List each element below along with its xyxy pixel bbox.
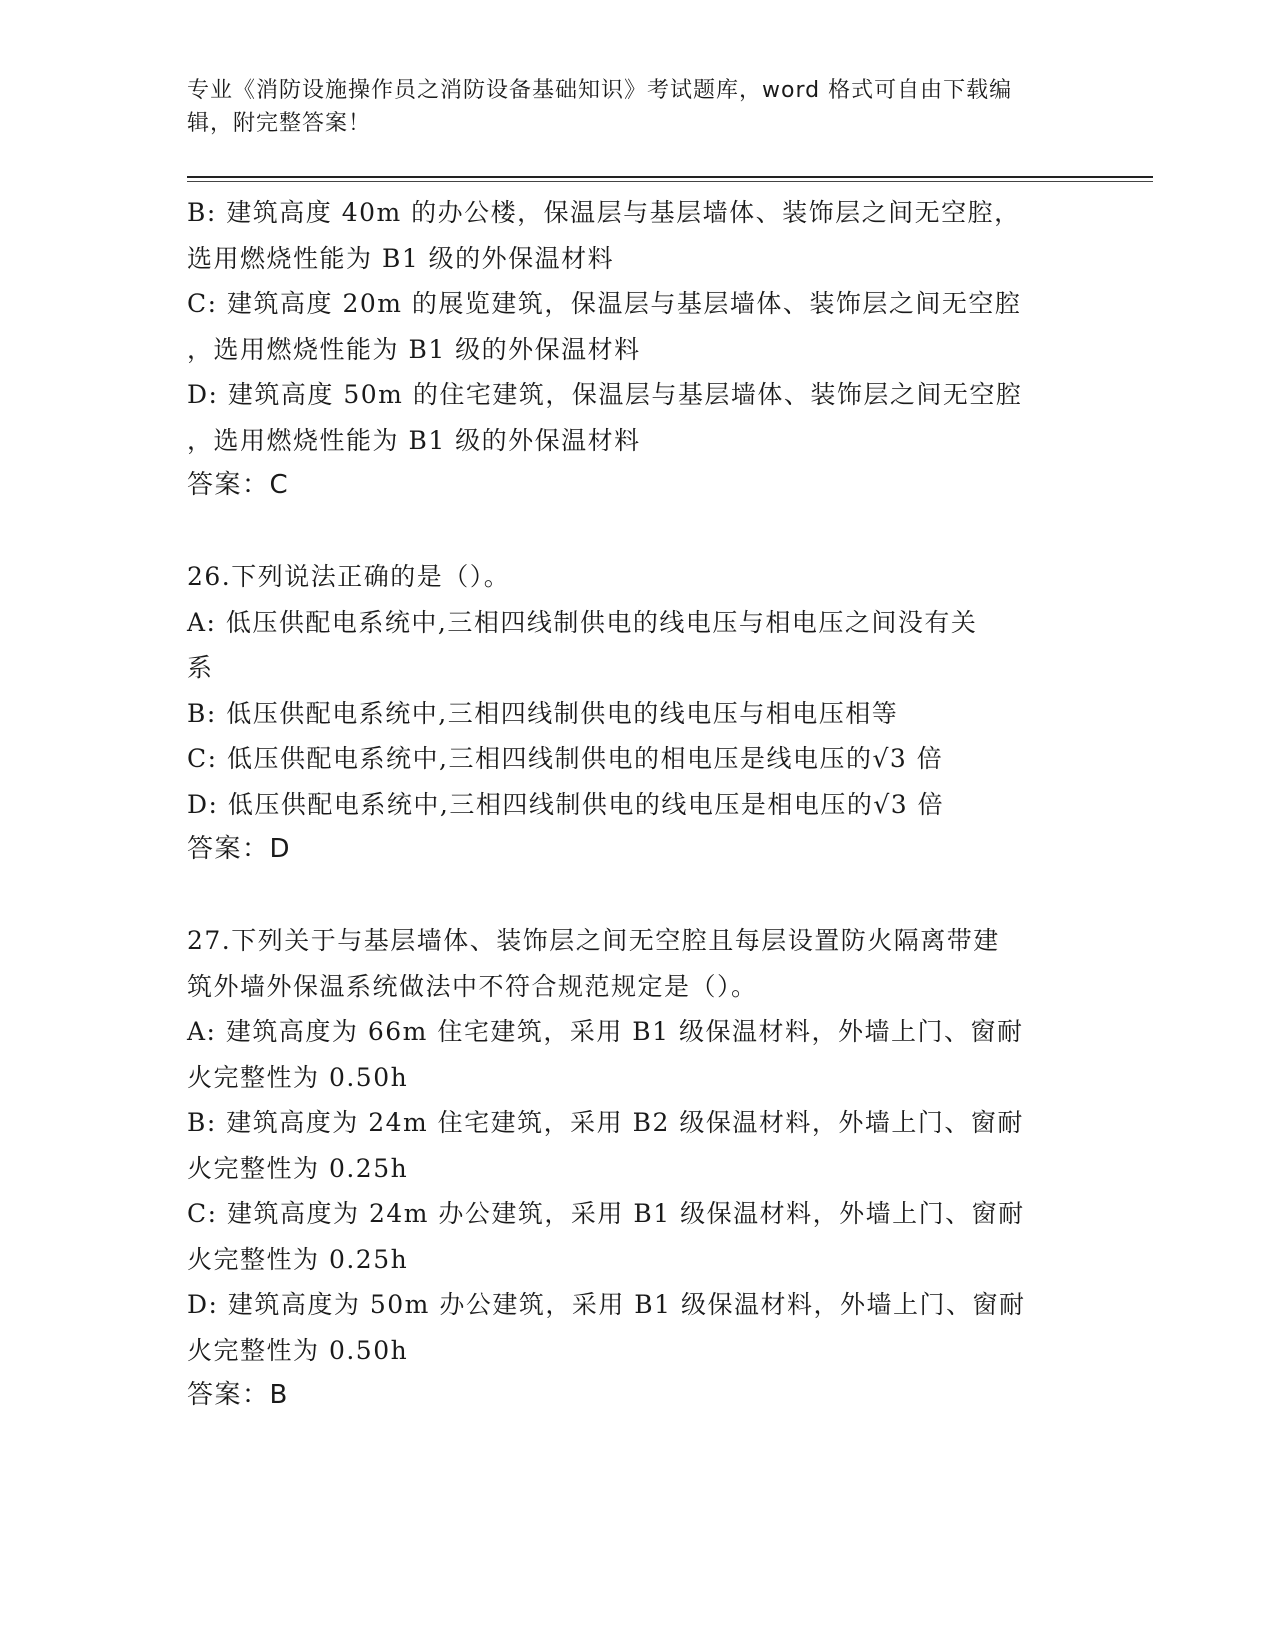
- option-b-line-2: 选用燃烧性能为 B1 级的外保温材料: [187, 243, 615, 273]
- option-b-line-2: 火完整性为 0.25h: [187, 1153, 409, 1183]
- header-line-1: 专业《消防设施操作员之消防设备基础知识》考试题库，word 格式可自由下载编: [187, 78, 1013, 103]
- option-d-line-2: 火完整性为 0.50h: [187, 1335, 409, 1365]
- option-c-line-1: C: 建筑高度 20m 的展览建筑，保温层与基层墙体、装饰层之间无空腔: [187, 289, 1022, 318]
- option-a-line-2: 系: [187, 653, 214, 682]
- header-divider-thick: [187, 176, 1153, 178]
- spacer: [187, 509, 1087, 555]
- answer: 答案：D: [187, 834, 292, 864]
- document-header: [187, 74, 1067, 140]
- answer: 答案：C: [187, 470, 290, 500]
- header-divider-thin: [187, 181, 1153, 182]
- option-a-line-1: A: 建筑高度为 66m 住宅建筑，采用 B1 级保温材料，外墙上门、窗耐: [187, 1017, 1024, 1046]
- question-stem: 26.下列说法正确的是（）。: [187, 562, 511, 591]
- spacer: [187, 873, 1087, 919]
- question-25: [187, 190, 1087, 509]
- answer: 答案：B: [187, 1380, 289, 1410]
- option-a-line-2: 火完整性为 0.50h: [187, 1062, 409, 1092]
- option-c-line-2: 火完整性为 0.25h: [187, 1244, 409, 1274]
- option-c-line-2: ，选用燃烧性能为 B1 级的外保温材料: [187, 334, 641, 364]
- header-line-2: 辑，附完整答案！: [187, 111, 372, 136]
- option-c-line-1: C: 建筑高度为 24m 办公建筑，采用 B1 级保温材料，外墙上门、窗耐: [187, 1199, 1025, 1228]
- option-c: C: 低压供配电系统中,三相四线制供电的相电压是线电压的√3 倍: [187, 744, 944, 773]
- option-b-line-1: B: 建筑高度 40m 的办公楼，保温层与基层墙体、装饰层之间无空腔，: [187, 198, 1021, 227]
- option-d: D: 低压供配电系统中,三相四线制供电的线电压是相电压的√3 倍: [187, 789, 945, 819]
- question-list: [187, 190, 1087, 1419]
- question-26: [187, 554, 1087, 873]
- option-d-line-1: D: 建筑高度 50m 的住宅建筑，保温层与基层墙体、装饰层之间无空腔: [187, 380, 1023, 409]
- option-d-line-2: ，选用燃烧性能为 B1 级的外保温材料: [187, 425, 641, 455]
- option-d-line-1: D: 建筑高度为 50m 办公建筑，采用 B1 级保温材料，外墙上门、窗耐: [187, 1290, 1026, 1319]
- question-stem-line-2: 筑外墙外保温系统做法中不符合规范规定是（）。: [187, 971, 758, 1001]
- option-b: B: 低压供配电系统中,三相四线制供电的线电压与相电压相等: [187, 698, 899, 728]
- question-27: [187, 918, 1087, 1419]
- option-a-line-1: A: 低压供配电系统中,三相四线制供电的线电压与相电压之间没有关: [187, 607, 978, 637]
- option-b-line-1: B: 建筑高度为 24m 住宅建筑，采用 B2 级保温材料，外墙上门、窗耐: [187, 1108, 1024, 1137]
- question-stem-line-1: 27.下列关于与基层墙体、装饰层之间无空腔且每层设置防火隔离带建: [187, 926, 1000, 955]
